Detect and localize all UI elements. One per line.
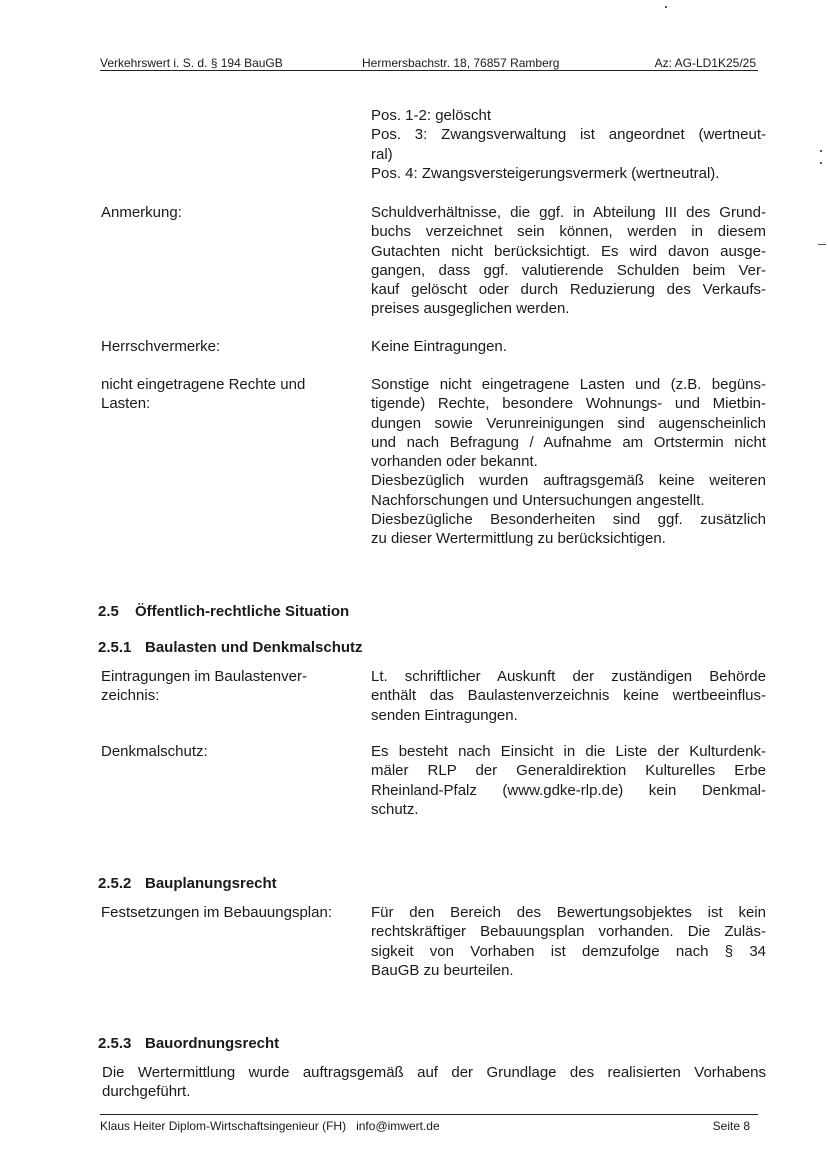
scan-mark xyxy=(665,6,667,8)
text-line: Es besteht nach Einsicht in die Liste der Kulturdenk- xyxy=(371,743,766,760)
baulasten-text xyxy=(371,667,766,725)
baulasten-label xyxy=(101,667,351,706)
text-line: Für den Bereich des Bewertungsobjektes ist kein xyxy=(371,904,766,921)
bebauungsplan-label: Festsetzungen im Bebauungsplan: xyxy=(101,904,332,921)
denkmalschutz-label: Denkmalschutz: xyxy=(101,743,208,760)
section-title: Bauplanungsrecht xyxy=(145,875,277,892)
text-line: rechtskräftiger Bebauungsplan vorhanden. Die Zuläs- xyxy=(371,923,766,941)
text-line: senden Eintragungen. xyxy=(371,706,518,724)
text-line: Diesbezügliche Besonderheiten sind ggf. zusätzlich xyxy=(371,511,766,529)
text-line: Rheinland-Pfalz (www.gdke-rlp.de) kein Denkmal- xyxy=(371,781,766,799)
text-line: dungen sowie Verunreinigungen sind augenscheinlich xyxy=(371,414,766,432)
section-number: 2.5.1 xyxy=(98,639,132,656)
label-line: Lasten: xyxy=(101,395,151,413)
text-line: ral) xyxy=(371,145,393,163)
text-line: Gutachten nicht berücksichtigt. Es wird davon ausge- xyxy=(371,242,766,260)
footer-author-line xyxy=(100,1119,440,1133)
section-title: Baulasten und Denkmalschutz xyxy=(145,639,363,656)
text-line: sigkeit von Vorhaben ist demzufolge nach § 34 xyxy=(371,942,766,960)
section-heading-2-5-3 xyxy=(98,1035,279,1052)
section-number: 2.5 xyxy=(98,603,119,620)
text-line: Nachforschungen und Untersuchungen angestellt. xyxy=(371,491,705,509)
footer-page-number: Seite 8 xyxy=(712,1119,750,1133)
text-line: Lt. schriftlicher Auskunft der zuständigen Behörde xyxy=(371,668,766,685)
text-line: Pos. 3: Zwangsverwaltung ist angeordnet (wertneut- xyxy=(371,126,766,144)
footer-email: info@imwert.de xyxy=(356,1119,440,1133)
page-footer xyxy=(100,1114,758,1133)
text-line: schutz. xyxy=(371,800,419,818)
nicht-eingetragene-text xyxy=(371,375,766,549)
text-line: preises ausgeglichen werden. xyxy=(371,300,570,318)
section-number: 2.5.2 xyxy=(98,875,132,892)
bebauungsplan-text xyxy=(371,903,766,980)
text-line: Pos. 4: Zwangsversteigerungsvermerk (wertneutral). xyxy=(371,164,720,182)
grundbuch-positions xyxy=(371,106,766,183)
section-title: Bauordnungsrecht xyxy=(145,1035,280,1052)
scan-mark xyxy=(818,244,826,245)
scan-mark xyxy=(820,150,822,152)
section-number: 2.5.3 xyxy=(98,1035,132,1052)
nicht-eingetragene-label xyxy=(101,375,351,414)
header-document-title: Verkehrswert i. S. d. § 194 BauGB xyxy=(100,56,283,70)
text-line: vorhanden oder bekannt. xyxy=(371,453,538,471)
label-line: zeichnis: xyxy=(101,687,160,705)
section-heading-2-5-1 xyxy=(98,639,363,656)
denkmalschutz-text xyxy=(371,742,766,819)
text-line: zu dieser Wertermittlung zu berücksichtigen. xyxy=(371,530,666,548)
text-line: buchs verzeichnet sein können, werden in diesem xyxy=(371,223,766,241)
footer-author: Klaus Heiter Diplom-Wirtschaftsingenieur (FH) xyxy=(100,1119,347,1133)
scan-mark xyxy=(820,162,822,164)
section-heading-2-5-2 xyxy=(98,875,277,892)
text-line: durchgeführt. xyxy=(102,1083,191,1101)
label-line: Eintragungen im Baulastenver- xyxy=(101,668,307,685)
text-line: kauf gelöscht oder durch Reduzierung des Verkaufs- xyxy=(371,281,766,299)
text-line: Die Wertermittlung wurde auftragsgemäß auf der Grundlage des realisierten Vorhabens xyxy=(102,1064,766,1081)
header-case-number: Az: AG-LD1K25/25 xyxy=(654,56,756,70)
section-title: Öffentlich-rechtliche Situation xyxy=(135,603,350,620)
text-line: Pos. 1-2: gelöscht xyxy=(371,107,492,124)
header-address: Hermersbachstr. 18, 76857 Ramberg xyxy=(362,56,560,70)
text-line: gangen, dass ggf. valutierende Schulden beim Ver- xyxy=(371,261,766,279)
text-line: und nach Befragung / Aufnahme am Ortstermin nicht xyxy=(371,433,766,451)
text-line: Sonstige nicht eingetragene Lasten und (z.B. begüns- xyxy=(371,376,766,393)
text-line: mäler RLP der Generaldirektion Kulturelles Erbe xyxy=(371,762,766,780)
herrschvermerke-label: Herrschvermerke: xyxy=(101,338,221,355)
herrschvermerke-value: Keine Eintragungen. xyxy=(371,338,507,355)
text-line: BauGB zu beurteilen. xyxy=(371,961,514,979)
anmerkung-label: Anmerkung: xyxy=(101,204,182,221)
bauordnung-text xyxy=(102,1063,766,1102)
text-line: enthält das Baulastenverzeichnis keine wertbeeinflus- xyxy=(371,687,766,705)
anmerkung-text xyxy=(371,203,766,319)
text-line: Diesbezüglich wurden auftragsgemäß keine weiteren xyxy=(371,472,766,490)
label-line: nicht eingetragene Rechte und xyxy=(101,376,306,393)
section-heading-2-5 xyxy=(98,603,349,620)
text-line: Schuldverhältnisse, die ggf. in Abteilung III des Grund- xyxy=(371,204,766,221)
page-header xyxy=(100,56,758,71)
text-line: tigende) Rechte, besondere Wohnungs- und Mietbin- xyxy=(371,395,766,413)
